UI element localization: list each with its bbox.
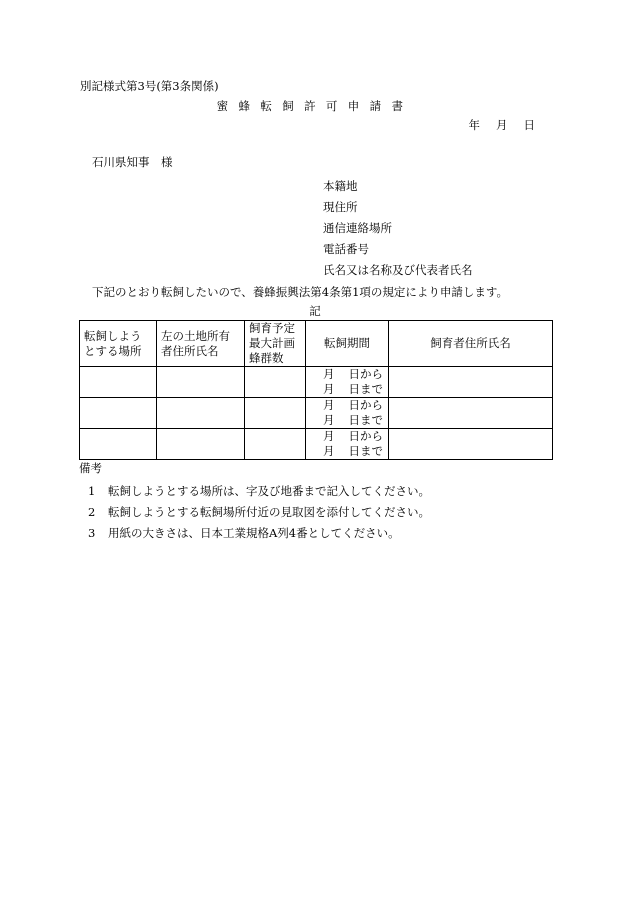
remark-number: 3 [88, 526, 96, 540]
period-from: 日から [348, 398, 383, 412]
cell-keeper[interactable] [389, 398, 553, 429]
field-name: 氏名又は名称及び代表者氏名 [323, 263, 473, 277]
field-address: 現住所 [323, 200, 358, 214]
cell-colony-count[interactable] [245, 429, 306, 460]
header-line: 蜂群数 [249, 351, 284, 365]
cell-period[interactable] [306, 398, 389, 429]
remark-text: 転飼しようとする場所は、字及び地番まで記入してください。 [108, 484, 430, 498]
period-from-line [323, 367, 388, 382]
cell-period[interactable] [306, 429, 389, 460]
header-landowner [157, 321, 245, 367]
cell-landowner[interactable] [157, 398, 245, 429]
remark-number: 2 [88, 505, 96, 519]
cell-keeper[interactable] [389, 429, 553, 460]
table-row [80, 398, 553, 429]
period-month: 月 [323, 413, 335, 427]
period-until-line [323, 382, 388, 397]
header-line: とする場所 [84, 343, 142, 358]
remarks-list [88, 481, 430, 544]
cell-colony-count[interactable] [245, 398, 306, 429]
table-row [80, 429, 553, 460]
table-header-row [80, 321, 553, 367]
period-month: 月 [323, 367, 335, 381]
table-row [80, 367, 553, 398]
remark-number: 1 [88, 484, 96, 498]
cell-period[interactable] [306, 367, 389, 398]
period-from-line [323, 398, 388, 413]
period-month: 月 [323, 444, 335, 458]
table-body [80, 367, 553, 460]
header-line: 飼育予定 [249, 321, 295, 335]
period-from-line [323, 429, 388, 444]
header-line: 左の土地所有 [161, 328, 230, 343]
intro-text: 下記のとおり転飼したいので、養蜂振興法第4条第1項の規定により申請します。 [92, 285, 508, 299]
form-label: 別記様式第3号(第3条関係) [80, 79, 219, 93]
header-location [80, 321, 157, 367]
period-from: 日から [348, 429, 383, 443]
applicant-fields [323, 176, 473, 281]
cell-colony-count[interactable] [245, 367, 306, 398]
remark-text: 用紙の大きさは、日本工業規格A列4番としてください。 [108, 526, 400, 540]
header-line: 飼育者住所氏名 [430, 336, 511, 350]
remark-item [88, 481, 430, 502]
remark-item [88, 523, 430, 544]
cell-keeper[interactable] [389, 367, 553, 398]
header-line: 最大計画 [249, 336, 295, 350]
field-contact-place: 通信連絡場所 [323, 221, 392, 235]
date-year: 年 [468, 118, 480, 132]
remark-text: 転飼しようとする転飼場所付近の見取図を添付してください。 [108, 505, 430, 519]
application-table [79, 320, 553, 460]
field-honseki: 本籍地 [323, 179, 358, 193]
cell-location[interactable] [80, 398, 157, 429]
date-line [453, 119, 536, 133]
period-until: 日まで [348, 444, 383, 458]
document-title: 蜜蜂転飼許可申請書 [216, 99, 414, 113]
period-from: 日から [348, 367, 383, 381]
remarks-title: 備考 [79, 461, 102, 475]
field-phone: 電話番号 [323, 242, 369, 256]
addressee: 石川県知事 様 [92, 155, 173, 169]
period-until: 日まで [348, 382, 383, 396]
period-month: 月 [323, 398, 335, 412]
period-month: 月 [323, 382, 335, 396]
header-line: 者住所氏名 [161, 343, 219, 358]
remark-item [88, 502, 430, 523]
period-until-line [323, 413, 388, 428]
period-until: 日まで [348, 413, 383, 427]
period-month: 月 [323, 429, 335, 443]
header-keeper [389, 321, 553, 367]
cell-landowner[interactable] [157, 429, 245, 460]
period-until-line [323, 444, 388, 459]
cell-location[interactable] [80, 429, 157, 460]
ki-label: 記 [309, 304, 321, 318]
cell-landowner[interactable] [157, 367, 245, 398]
date-day: 日 [523, 118, 535, 132]
header-colony-count [245, 321, 306, 367]
header-line: 転飼しよう [84, 328, 142, 343]
header-period [306, 321, 389, 367]
header-line: 転飼期間 [324, 336, 370, 350]
cell-location[interactable] [80, 367, 157, 398]
date-month: 月 [496, 118, 508, 132]
